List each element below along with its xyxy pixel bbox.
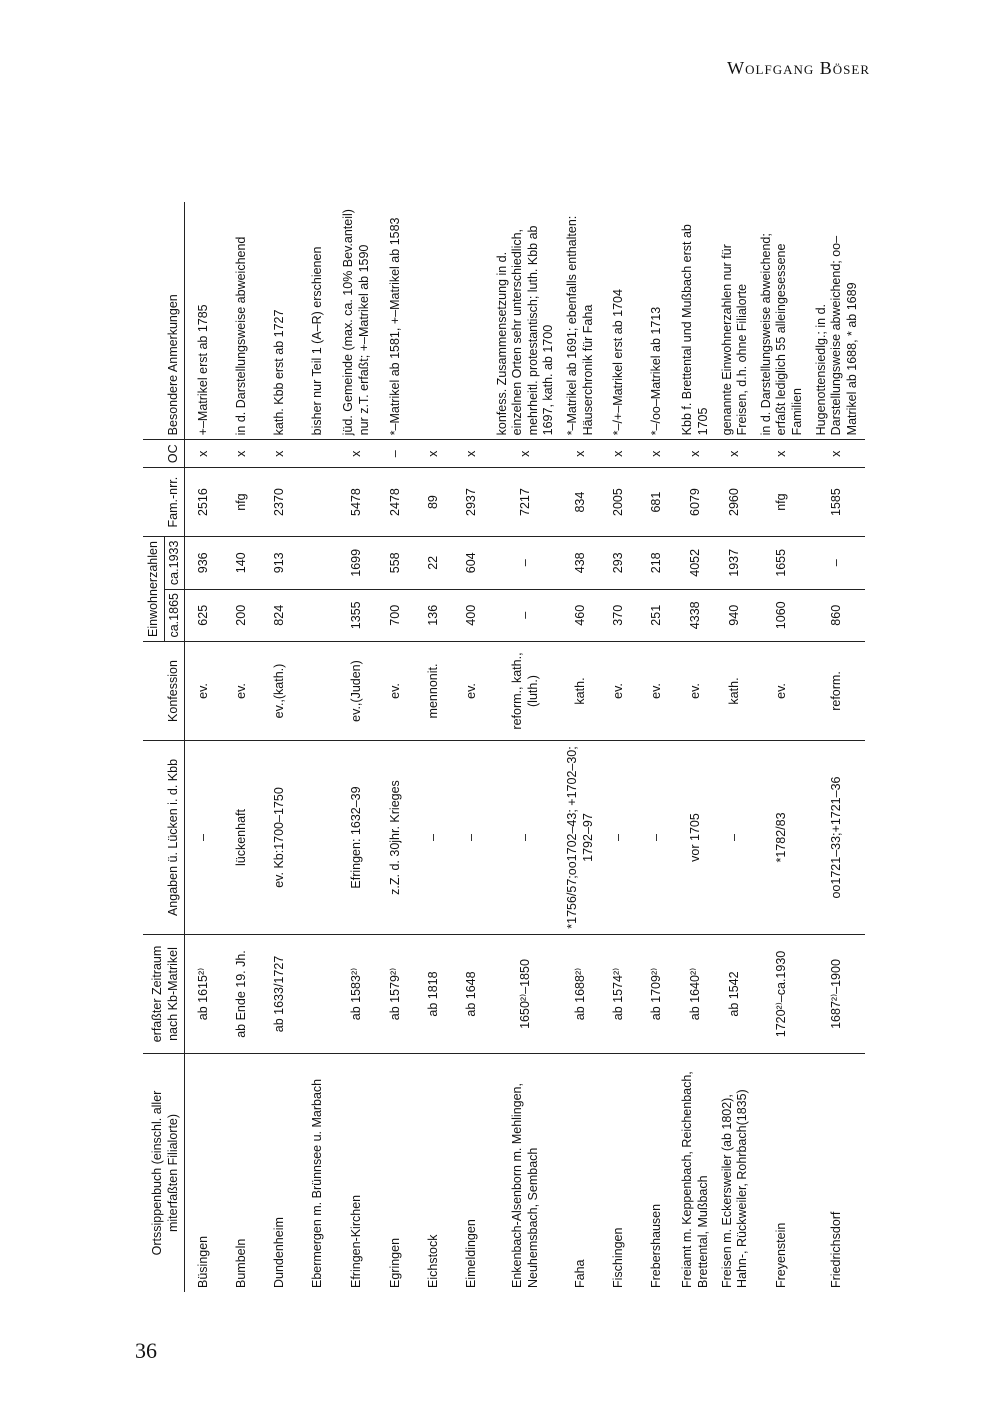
cell-fam bbox=[299, 468, 337, 537]
cell-fam: 2370 bbox=[261, 468, 299, 537]
cell-ew-1865: 1060 bbox=[755, 589, 810, 641]
cell-anmerkung: Kbb f. Brettental und Mußbach erst ab 1705 bbox=[680, 224, 710, 436]
cell-ew-1865: – bbox=[491, 589, 562, 641]
cell-fam: 2960 bbox=[716, 468, 755, 537]
cell-luecken: oo1721–33;+1721–36 bbox=[810, 741, 865, 935]
cell-konfession: reform. bbox=[810, 642, 865, 741]
cell-ort: Eimeldingen bbox=[453, 1054, 491, 1293]
cell-anmerkung: konfess. Zusammensetzung in d. einzelnen Orten sehr unterschiedlich, mehrheitl. protestantisch; luth. Kbb ab 1697, kath. ab 1700 bbox=[494, 225, 556, 436]
cell-ew-1865: 625 bbox=[185, 589, 224, 641]
table-row bbox=[223, 202, 261, 1292]
cell-ort: Fischingen bbox=[600, 1054, 638, 1293]
cell-luecken: – bbox=[638, 741, 676, 935]
cell-zeitraum: 1720²⁾–ca.1930 bbox=[755, 935, 810, 1054]
cell-oc bbox=[299, 440, 337, 468]
cell-konfession: mennonit. bbox=[415, 642, 453, 741]
cell-zeitraum: ab 1574²⁾ bbox=[600, 935, 638, 1054]
cell-konfession: ev. bbox=[638, 642, 676, 741]
cell-oc: x bbox=[676, 440, 715, 468]
cell-ort: Faha bbox=[561, 1054, 600, 1293]
cell-konfession: ev. bbox=[453, 642, 491, 741]
header-ew-1865: ca.1865 bbox=[165, 589, 185, 641]
cell-fam: 2937 bbox=[453, 468, 491, 537]
cell-ew-1933: 218 bbox=[638, 537, 676, 589]
cell-ew-1933 bbox=[299, 537, 337, 589]
cell-anmerkung: in d. Darstellungsweise abweichend; erfaßt lediglich 55 alleingesessene Familien bbox=[758, 233, 804, 436]
cell-ew-1933: 913 bbox=[261, 537, 299, 589]
table-row bbox=[676, 202, 715, 1292]
header-luecken: Angaben ü. Lücken i. d. Kbb bbox=[143, 741, 185, 935]
cell-fam: 5478 bbox=[337, 468, 376, 537]
table-body bbox=[185, 202, 865, 1292]
cell-ort: Freyenstein bbox=[755, 1054, 810, 1293]
cell-konfession: ev.,(Juden) bbox=[337, 642, 376, 741]
cell-fam: 2005 bbox=[600, 468, 638, 537]
cell-luecken: *1782/83 bbox=[755, 741, 810, 935]
table-row bbox=[299, 202, 337, 1292]
cell-fam: 1585 bbox=[810, 468, 865, 537]
cell-oc: x bbox=[491, 440, 562, 468]
cell-konfession: ev. bbox=[223, 642, 261, 741]
cell-oc: x bbox=[185, 440, 224, 468]
table-row bbox=[716, 202, 755, 1292]
table-row bbox=[337, 202, 376, 1292]
cell-konfession: reform., kath.,(luth.) bbox=[491, 642, 562, 741]
cell-ew-1933: 438 bbox=[561, 537, 600, 589]
table-row bbox=[453, 202, 491, 1292]
cell-oc: x bbox=[415, 440, 453, 468]
cell-zeitraum: ab 1615²⁾ bbox=[185, 935, 224, 1054]
cell-oc: x bbox=[261, 440, 299, 468]
cell-luecken: – bbox=[453, 741, 491, 935]
header-oc: OC bbox=[143, 440, 185, 468]
cell-anmerkung: bisher nur Teil 1 (A–R) erschienen bbox=[310, 246, 325, 436]
cell-ort: Enkenbach-Alsenborn m. Mehlingen, Neuhemsbach, Sembach bbox=[491, 1054, 562, 1293]
cell-fam: 681 bbox=[638, 468, 676, 537]
cell-ew-1865: 251 bbox=[638, 589, 676, 641]
cell-luecken: – bbox=[185, 741, 224, 935]
cell-oc: x bbox=[755, 440, 810, 468]
cell-fam: 6079 bbox=[676, 468, 715, 537]
cell-fam: 89 bbox=[415, 468, 453, 537]
cell-ort: Efringen-Kirchen bbox=[337, 1054, 376, 1293]
cell-ew-1865: 136 bbox=[415, 589, 453, 641]
cell-luecken: vor 1705 bbox=[676, 741, 715, 935]
cell-konfession: ev.,(kath.) bbox=[261, 642, 299, 741]
cell-luecken: lückenhaft bbox=[223, 741, 261, 935]
cell-oc: x bbox=[716, 440, 755, 468]
table-header-row bbox=[143, 202, 185, 1292]
cell-fam: 2516 bbox=[185, 468, 224, 537]
cell-ort: Frebershausen bbox=[638, 1054, 676, 1293]
cell-konfession: ev. bbox=[755, 642, 810, 741]
cell-ew-1865: 370 bbox=[600, 589, 638, 641]
cell-zeitraum: ab 1688²⁾ bbox=[561, 935, 600, 1054]
table-row bbox=[755, 202, 810, 1292]
register-table bbox=[143, 202, 865, 1292]
cell-luecken: – bbox=[716, 741, 755, 935]
cell-ort: Freiamt m. Keppenbach, Reichenbach, Brettental, Mußbach bbox=[676, 1054, 715, 1293]
cell-anmerkung bbox=[453, 202, 491, 440]
table-row bbox=[600, 202, 638, 1292]
cell-ew-1933: 293 bbox=[600, 537, 638, 589]
cell-ew-1865: 460 bbox=[561, 589, 600, 641]
table-row bbox=[561, 202, 600, 1292]
cell-luecken: – bbox=[600, 741, 638, 935]
cell-ew-1933: – bbox=[491, 537, 562, 589]
table-row bbox=[415, 202, 453, 1292]
cell-zeitraum bbox=[299, 935, 337, 1054]
cell-ort: Bumbeln bbox=[223, 1054, 261, 1293]
cell-oc: x bbox=[561, 440, 600, 468]
cell-ort: Freisen m. Eckersweiler (ab 1802), Hahn-, Rückweiler, Rohrbach(1835) bbox=[716, 1054, 755, 1293]
cell-zeitraum: ab 1542 bbox=[716, 935, 755, 1054]
cell-ort: Dundenheim bbox=[261, 1054, 299, 1293]
table-row bbox=[810, 202, 865, 1292]
header-anmerkungen: Besondere Anmerkungen bbox=[143, 202, 185, 440]
cell-luecken: Efringen: 1632–39 bbox=[337, 741, 376, 935]
cell-ew-1933: 604 bbox=[453, 537, 491, 589]
cell-oc: – bbox=[377, 440, 415, 468]
cell-anmerkung: in d. Darstellungsweise abweichend bbox=[234, 236, 249, 436]
cell-ew-1865: 824 bbox=[261, 589, 299, 641]
cell-konfession: ev. bbox=[377, 642, 415, 741]
cell-zeitraum: 1650²⁾–1850 bbox=[491, 935, 562, 1054]
cell-ew-1933: 1699 bbox=[337, 537, 376, 589]
cell-konfession: kath. bbox=[716, 642, 755, 741]
cell-fam: nfg bbox=[223, 468, 261, 537]
table-row bbox=[185, 202, 224, 1292]
cell-luecken: ev. Kb:1700–1750 bbox=[261, 741, 299, 935]
header-konfession: Konfession bbox=[143, 642, 185, 741]
cell-oc: x bbox=[223, 440, 261, 468]
cell-ort: Büsingen bbox=[185, 1054, 224, 1293]
cell-anmerkung: *–/oo–Matrikel ab 1713 bbox=[649, 306, 664, 436]
cell-ew-1933: 1655 bbox=[755, 537, 810, 589]
cell-ew-1865: 4338 bbox=[676, 589, 715, 641]
cell-oc: x bbox=[810, 440, 865, 468]
cell-ew-1865: 860 bbox=[810, 589, 865, 641]
cell-ort: Ebermergen m. Brünnsee u. Marbach bbox=[299, 1054, 337, 1293]
cell-fam: nfg bbox=[755, 468, 810, 537]
cell-ort: Friedrichsdorf bbox=[810, 1054, 865, 1293]
cell-zeitraum: 1687²⁾–1900 bbox=[810, 935, 865, 1054]
header-einwohner bbox=[143, 537, 185, 642]
cell-ew-1865: 400 bbox=[453, 589, 491, 641]
cell-ew-1865 bbox=[299, 589, 337, 641]
cell-zeitraum: ab 1818 bbox=[415, 935, 453, 1054]
cell-ew-1933: 1937 bbox=[716, 537, 755, 589]
cell-anmerkung: *–/+–Matrikel erst ab 1704 bbox=[611, 289, 626, 436]
cell-zeitraum: ab 1640²⁾ bbox=[676, 935, 715, 1054]
table-row bbox=[377, 202, 415, 1292]
cell-zeitraum: ab 1633/1727 bbox=[261, 935, 299, 1054]
cell-konfession bbox=[299, 642, 337, 741]
cell-ew-1865: 200 bbox=[223, 589, 261, 641]
cell-ew-1865: 1355 bbox=[337, 589, 376, 641]
cell-luecken: z.Z. d. 30jhr. Krieges bbox=[377, 741, 415, 935]
cell-anmerkung: *–Matrikel ab 1691; ebenfalls enthalten: Häuserchronik für Faha bbox=[565, 215, 595, 436]
cell-ew-1933: – bbox=[810, 537, 865, 589]
cell-anmerkung: kath. Kbb erst ab 1727 bbox=[272, 309, 287, 436]
cell-ew-1933: 140 bbox=[223, 537, 261, 589]
cell-oc: x bbox=[638, 440, 676, 468]
cell-zeitraum: ab Ende 19. Jh. bbox=[223, 935, 261, 1054]
running-head: Wolfgang Böser bbox=[727, 58, 870, 78]
cell-anmerkung: genannte Einwohnerzahlen nur für Freisen, d.h. ohne Filialorte bbox=[719, 244, 750, 436]
cell-luecken: *1756/57;oo1702–43; +1702–30; 1792–97 bbox=[561, 741, 600, 935]
cell-oc: x bbox=[453, 440, 491, 468]
header-zeitraum: erfaßter Zeitraum nach Kb-Matrikel bbox=[143, 935, 185, 1054]
cell-luecken: – bbox=[491, 741, 562, 935]
cell-ort: Eichstock bbox=[415, 1054, 453, 1293]
cell-luecken: – bbox=[415, 741, 453, 935]
cell-ew-1865: 700 bbox=[377, 589, 415, 641]
cell-ew-1933: 558 bbox=[377, 537, 415, 589]
cell-anmerkung: jüd. Gemeinde (max. ca. 10% Bev.anteil) nur z.T. erfaßt; +–Matrikel ab 1590 bbox=[341, 209, 371, 436]
cell-ew-1933: 936 bbox=[185, 537, 224, 589]
cell-anmerkung: Hugenottensiedlg.; in d. Darstellungsweise abweichend; oo–Matrikel ab 1688, * ab 1689 bbox=[813, 235, 859, 436]
header-ew-1933: ca.1933 bbox=[166, 540, 181, 586]
cell-ew-1933: 22 bbox=[415, 537, 453, 589]
cell-zeitraum: ab 1579²⁾ bbox=[377, 935, 415, 1054]
table-row bbox=[261, 202, 299, 1292]
cell-fam: 7217 bbox=[491, 468, 562, 537]
cell-anmerkung bbox=[415, 202, 453, 440]
rotated-table-container bbox=[143, 202, 863, 1292]
cell-konfession: kath. bbox=[561, 642, 600, 741]
cell-zeitraum: ab 1648 bbox=[453, 935, 491, 1054]
cell-luecken bbox=[299, 741, 337, 935]
cell-konfession: ev. bbox=[600, 642, 638, 741]
cell-anmerkung: +–Matrikel erst ab 1785 bbox=[196, 304, 211, 436]
cell-zeitraum: ab 1709²⁾ bbox=[638, 935, 676, 1054]
header-einwohner-label: Einwohnerzahlen bbox=[146, 541, 160, 637]
cell-konfession: ev. bbox=[185, 642, 224, 741]
cell-zeitraum: ab 1583²⁾ bbox=[337, 935, 376, 1054]
cell-fam: 834 bbox=[561, 468, 600, 537]
cell-ort: Egringen bbox=[377, 1054, 415, 1293]
cell-ew-1933: 4052 bbox=[676, 537, 715, 589]
table-row bbox=[638, 202, 676, 1292]
header-fam: Fam.-nrr. bbox=[143, 468, 185, 537]
table-row bbox=[491, 202, 562, 1292]
cell-konfession: ev. bbox=[676, 642, 715, 741]
cell-anmerkung: *–Matrikel ab 1581, +–Matrikel ab 1583 bbox=[387, 217, 402, 436]
cell-oc: x bbox=[600, 440, 638, 468]
header-ort: Ortssippenbuch (einschl. aller miterfaßten Filialorte) bbox=[143, 1054, 185, 1293]
page-number: 36 bbox=[135, 1338, 157, 1363]
cell-ew-1865: 940 bbox=[716, 589, 755, 641]
cell-oc: x bbox=[337, 440, 376, 468]
cell-fam: 2478 bbox=[377, 468, 415, 537]
